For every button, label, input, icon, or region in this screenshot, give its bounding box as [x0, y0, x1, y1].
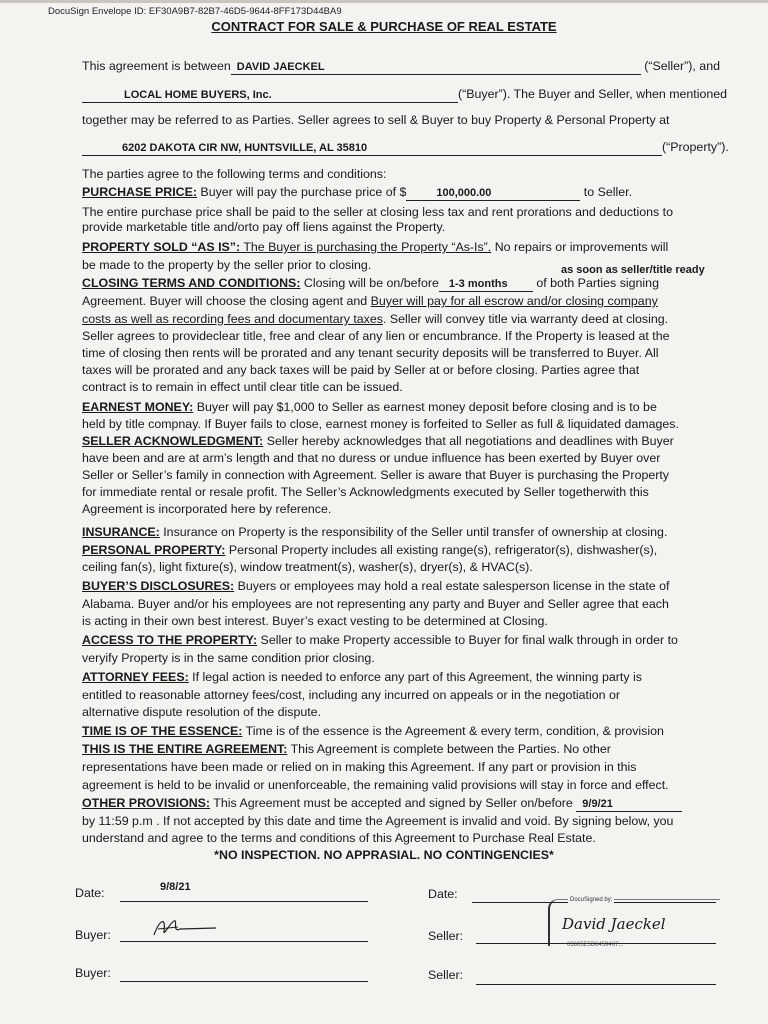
earnest-line-2: held by title compnay. If Buyer fails to close, earnest money is forfeited to Seller as full & liquidated damages.: [82, 417, 679, 431]
earnest-line-1: [82, 399, 657, 415]
attorney-text: If legal action is needed to enforce any part of this Agreement, the winning party is: [188, 670, 642, 684]
property-address-field: 6202 DAKOTA CIR NW, HUNTSVILLE, AL 35810: [82, 142, 662, 156]
seller-signature: David Jaeckel: [562, 915, 666, 933]
closing-line-1: [82, 275, 659, 292]
closing-handwritten-note: as soon as seller/title ready: [561, 264, 705, 276]
other-text: This Agreement must be accepted and signed by Seller on/before: [210, 796, 573, 810]
purchase-price-line-3: provide marketable title and/orto pay off liens against the Property.: [82, 220, 446, 234]
contract-title: CONTRACT FOR SALE & PURCHASE OF REAL ESTATE: [211, 19, 557, 34]
seller-ack-line-1: [82, 433, 674, 449]
as-is-line-1: [82, 239, 668, 255]
envelope-id: DocuSign Envelope ID: EF30A9B7-82B7-46D5-9644-8FF173D44BA9: [48, 6, 342, 17]
property-suffix: (“Property”).: [662, 140, 729, 154]
docusigned-label: DocuSigned by:: [570, 897, 613, 903]
buyer-name-field: LOCAL HOME BUYERS, Inc.: [82, 89, 458, 103]
entire-heading: THIS IS THE ENTIRE AGREEMENT:: [82, 742, 288, 756]
parties-line-3: together may be referred to as Parties. Seller agrees to sell & Buyer to buy Property & Personal Property at: [82, 113, 670, 127]
parties-line-2: [82, 86, 727, 103]
docusign-id: 03605E5B6459467...: [567, 942, 624, 948]
entire-text: This Agreement is complete between the Parties. No other: [287, 742, 611, 756]
closing-line-5: time of closing then rents will be prorated and any tenant security deposits will be transferred to Buyer. All: [82, 346, 659, 360]
entire-line-1: [82, 741, 611, 757]
disclosures-heading: BUYER’S DISCLOSURES:: [82, 579, 235, 593]
purchase-price-amount: 100,000.00: [406, 187, 580, 201]
seller-suffix: (“Seller”), and: [644, 59, 720, 73]
essence-text: Time is of the essence is the Agreement & every term, condition, & provision: [242, 724, 664, 738]
buyer-signature-line: [120, 941, 368, 942]
parties-line-4: [82, 139, 729, 156]
no-contingencies-notice: *NO INSPECTION. NO APPRASIAL. NO CONTINGENCIES*: [214, 848, 554, 862]
other-date-field: 9/9/21: [576, 798, 682, 812]
seller-ack-line-4: for immediate rental or resale profit. The Seller’s Acknowledgments executed by Seller togetherwith this: [82, 485, 649, 499]
earnest-heading: EARNEST MONEY:: [82, 400, 194, 414]
seller-ack-text: Seller hereby acknowledges that all negotiations and deadlines with Buyer: [263, 434, 674, 448]
buyer-date-label: Date:: [75, 886, 105, 900]
buyer2-label: Buyer:: [75, 966, 111, 980]
disclosures-line-1: [82, 578, 669, 594]
seller-ack-heading: SELLER ACKNOWLEDGMENT:: [82, 434, 264, 448]
parties-line-1: [82, 58, 720, 75]
seller-name-field: DAVID JAECKEL: [231, 61, 641, 75]
essence-heading: TIME IS OF THE ESSENCE:: [82, 724, 243, 738]
other-heading: OTHER PROVISIONS:: [82, 796, 211, 810]
insurance-line: [82, 524, 667, 540]
closing-line-2: [82, 293, 658, 309]
seller-date-label: Date:: [428, 887, 458, 901]
personal-property-line-2: ceiling fan(s), light fixture(s), window treatment(s), washer(s), dryer(s), & HVAC(s).: [82, 560, 533, 574]
other-line-2: by 11:59 p.m . If not accepted by this date and time the Agreement is invalid and void. By signing below, you: [82, 814, 674, 828]
other-line-1: [82, 795, 682, 812]
seller-ack-line-5: Agreement is incorporated here by reference.: [82, 502, 332, 516]
buyer-suffix: (“Buyer”). The Buyer and Seller, when mentioned: [458, 87, 728, 101]
closing-line-7: contract is to remain in effect until clear title can be issued.: [82, 380, 403, 394]
insurance-heading: INSURANCE:: [82, 525, 160, 539]
purchase-price-after: to Seller.: [580, 185, 633, 199]
essence-line: [82, 723, 664, 739]
purchase-price-line-1: [82, 184, 632, 201]
seller-ack-line-3: Seller or Seller’s family in connection with Agreement. Seller is aware that Buyer is purchasing the Property: [82, 468, 670, 482]
closing-line-3a: costs as well as recording fees and documentary taxes: [82, 312, 383, 326]
seller-label: Seller:: [428, 929, 464, 943]
personal-property-text: Personal Property includes all existing range(s), refrigerator(s), dishwasher(s),: [225, 543, 658, 557]
parties-intro: This agreement is between: [82, 59, 231, 73]
earnest-text: Buyer will pay $1,000 to Seller as earnest money deposit before closing and is to be: [193, 400, 657, 414]
closing-line-2a: Agreement. Buyer will choose the closing agent and: [82, 294, 371, 308]
access-heading: ACCESS TO THE PROPERTY:: [82, 633, 258, 647]
as-is-underlined: The Buyer is purchasing the Property “As-Is”.: [240, 240, 492, 254]
other-line-3: understand and agree to the terms and conditions of this Agreement to Purchase Real Estate.: [82, 831, 596, 845]
access-line-1: [82, 632, 678, 648]
as-is-heading: PROPERTY SOLD “AS IS”:: [82, 240, 241, 254]
buyer-label: Buyer:: [75, 928, 111, 942]
closing-after: of both Parties signing: [532, 276, 659, 290]
closing-line-6: taxes will be prorated and any back taxes will be paid by Seller at or before closing. Parties agree that: [82, 363, 640, 377]
purchase-price-heading: PURCHASE PRICE:: [82, 185, 197, 199]
insurance-text: Insurance on Property is the responsibility of the Seller until transfer of ownership at closing.: [159, 525, 668, 539]
purchase-price-text: Buyer will pay the purchase price of $: [196, 185, 407, 199]
buyer-signature-icon: [150, 915, 220, 941]
terms-intro: The parties agree to the following terms and conditions:: [82, 167, 387, 181]
attorney-line-2: entitled to reasonable attorney fees/cost, including any incurred on appeals or in the negotiation or: [82, 688, 620, 702]
buyer-date-value: 9/8/21: [160, 881, 191, 893]
personal-property-heading: PERSONAL PROPERTY:: [82, 543, 226, 557]
personal-property-line-1: [82, 542, 657, 558]
closing-heading: CLOSING TERMS AND CONDITIONS:: [82, 276, 301, 290]
buyer2-signature-line: [120, 981, 368, 982]
attorney-heading: ATTORNEY FEES:: [82, 670, 189, 684]
seller-signature-line: [476, 943, 716, 944]
seller2-label: Seller:: [428, 968, 464, 982]
disclosures-line-3: is acting in their own best interest. Buyer’s exact vesting to be determined at Closing.: [82, 614, 548, 628]
scan-edge: [0, 0, 768, 3]
closing-time-field: 1-3 months: [439, 278, 533, 292]
closing-line-3: [82, 311, 668, 327]
closing-text: Closing will be on/before: [300, 276, 439, 290]
seller-ack-line-2: have been and are at arm’s length and that no duress or undue influence has been exerted by Buyer over: [82, 451, 661, 465]
entire-line-3: agreement is held to be invalid or unenforceable, the remaining valid provisions will stay in force and effect.: [82, 778, 669, 792]
closing-line-2b: Buyer will pay for all escrow and/or closing company: [370, 294, 658, 308]
attorney-line-3: alternative dispute resolution of the dispute.: [82, 705, 322, 719]
seller2-signature-line: [476, 984, 716, 985]
attorney-line-1: [82, 669, 642, 685]
disclosures-text: Buyers or employees may hold a real estate salesperson license in the state of: [234, 579, 670, 593]
access-line-2: veryify Property is in the same condition prior closing.: [82, 651, 375, 665]
access-text: Seller to make Property accessible to Buyer for final walk through in order to: [257, 633, 678, 647]
closing-line-3b: . Seller will convey title via warranty deed at closing.: [382, 312, 669, 326]
closing-line-4: Seller agrees to provideclear title, free and clear of any lien or encumbrance. If the Property is leased at the: [82, 329, 670, 343]
buyer-date-line: [120, 901, 368, 902]
as-is-after: No repairs or improvements will: [491, 240, 669, 254]
entire-line-2: representations have been made or relied on in making this Agreement. If any part or provision in this: [82, 760, 637, 774]
disclosures-line-2: Alabama. Buyer and/or his employees are not representing any party and Buyer and Seller agree that each: [82, 597, 669, 611]
purchase-price-line-2: The entire purchase price shall be paid to the seller at closing less tax and rent prorations and deductions to: [82, 205, 673, 219]
as-is-line-2: be made to the property by the seller prior to closing.: [82, 258, 372, 272]
